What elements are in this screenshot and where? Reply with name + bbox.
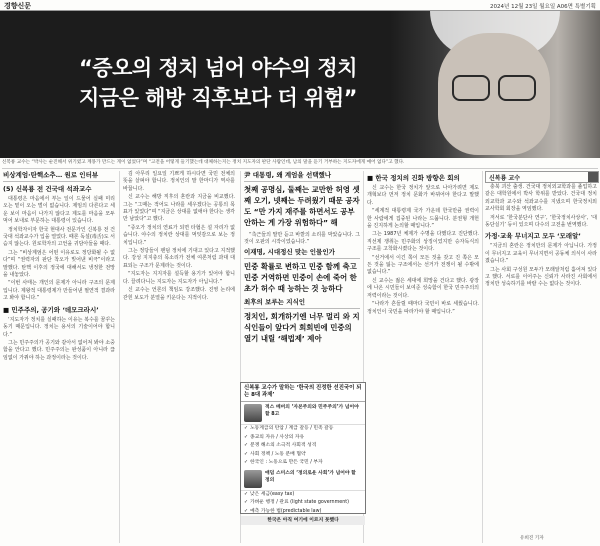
profile-label: 신복룡 교수 bbox=[489, 175, 521, 182]
article-column-5 bbox=[485, 184, 597, 532]
body-paragraph: “지도자는 지지자를 설득할 용기가 있어야 합니다. 끌려다니는 지도자는 지도자가 아닙니다.” bbox=[123, 271, 235, 285]
section-subheading: 가정·교육 무너지고 모두 ‘모래알’ bbox=[485, 232, 581, 241]
check-icon: ✓ bbox=[244, 508, 249, 514]
profile-box bbox=[485, 171, 599, 183]
check-icon: ✓ bbox=[244, 491, 249, 497]
body-paragraph: “세계적 대통령제 국가 가운데 한국만큼 권력이 한 사람에게 집중된 나라는 드뭅니다. 분권형 개헌을 진지하게 논의할 때입니다.” bbox=[367, 208, 479, 230]
issue-date-line: 2024년 12월 23일 월요일 A06면 특별기획 bbox=[490, 4, 596, 10]
section-heading-intellectuals: 최후의 보루는 지식인 bbox=[244, 298, 360, 309]
body-paragraph: 정치학자이자 한국 현대사 전문가인 신복룡 전 건국대 석좌교수가 입을 열었다. 때론 독설(毒舌)도 서슴지 않는다. 원로학자의 고언을 귀담아들을 때다. bbox=[3, 226, 115, 248]
profile-mini-photo bbox=[588, 172, 598, 182]
body-paragraph: ‘지도자가 정치를 실패하는 이유는 복수를 꿈꾸는 동기 때문입니다. 정치는 용서의 기술이어야 합니다.” bbox=[3, 316, 115, 338]
article-column-3 bbox=[244, 171, 360, 379]
series-title: (5) 신복룡 전 건국대 석좌교수 bbox=[3, 185, 92, 193]
body-paragraph: “나라가 흔들릴 때마다 국민이 바로 세웠습니다. 정치인이 국민을 따라가야 할 때입니다.” bbox=[367, 301, 479, 315]
infobox-item: ✓ 예측 가능한 법(predictable law) bbox=[244, 508, 322, 514]
section-heading-lee: 이재명, 시대정신 맞는 인물인가 bbox=[244, 248, 360, 259]
pull-quote-intellectuals: 정치인, 회개하기엔 너무 멀리 와 지식인들이 앞다거 회회빈에 민중의 열기 내릴 ‘해법제’ 제아 bbox=[244, 311, 360, 343]
infobox-item: ✓ 종교의 자유 / 사상의 자유 bbox=[244, 434, 305, 440]
infobox-row-smith bbox=[241, 468, 365, 491]
check-icon: ✓ bbox=[244, 500, 249, 505]
body-paragraph: “지금의 혼란은 정치만의 문제가 아닙니다. 가정이 무너지고 교육이 무너지면서 공동체 의식이 사라졌습니다.” bbox=[485, 243, 597, 265]
infobox-row-weber bbox=[241, 402, 365, 425]
section-heading-yoon: 尹 대통령, 왜 계엄을 선택했나 bbox=[244, 171, 360, 182]
weber-portrait bbox=[244, 404, 262, 422]
section-subheading: ■ 한국 정치의 진화 방향은 회의 bbox=[367, 174, 460, 182]
column-divider bbox=[482, 171, 483, 543]
body-paragraph: 그는 사회 구성원 모두가 모래알처럼 흩어져 있다고 했다. 서로를 이어주는 신뢰가 사라진 사회에서 정치만 성숙하기를 바랄 수는 없다는 것이다. bbox=[485, 266, 597, 288]
infobox-item: ✓ 노동계급의 탄압 / 계급 갈등 / 민족 갈등 bbox=[244, 426, 334, 431]
body-paragraph: “선거에서 이긴 쪽이 모든 것을 갖고 진 쪽은 모든 것을 잃는 구조에서는 선거가 전쟁이 될 수밖에 없습니다.” bbox=[367, 254, 479, 276]
body-paragraph: “증오가 정치의 연료가 되면 타협은 설 자리가 없습니다. 야수의 정치란 상대를 먹잇감으로 보는 정치입니다.” bbox=[123, 224, 235, 246]
article-column-1 bbox=[3, 171, 115, 543]
profile-paragraph: 충북 괴산 출생. 건국대 정치외교학과를 졸업하고 같은 대학원에서 박사 학위를 받았다. 건국대 정치외교학과 교수와 석좌교수를 지냈으며 한국정치외교사학회 회장을 역임했다. bbox=[485, 184, 597, 213]
check-icon: ✓ bbox=[244, 451, 249, 457]
photo-caption: 신복룡 교수는 “박사는 순진해서 위기였고 계몽가 만드는 게이 없었다”며 “고전을 어떻게 들기했는데 대체하는지는 정치 지도자의 판단 사람인데, 남의 말을 듣기 거부하는 지도자에게 얘어 없다”고 했다. bbox=[2, 159, 598, 169]
section-subheading: ■ 민주주의, 공기와 ‘데모크라시’ bbox=[3, 305, 99, 314]
infobox-item: ✓ 분쟁 해소의 소극적 사회적 성격 bbox=[244, 443, 317, 448]
body-paragraph: 그는 민주주의가 공기와 같아서 없어져 봐야 소중함을 안다고 했다. 민주주의는 완성품이 아니라 끊임없이 가꿔야 하는 과정이라는 것이다. bbox=[3, 339, 115, 361]
headline-line-2: 지금은 해방 직후보다 더 위험” bbox=[79, 86, 357, 110]
infobox-row-title: 애덤 스미스의 ‘정의로운 사회’가 넘어야 할 정의 bbox=[265, 470, 356, 483]
body-paragraph: 김 아무리 일요일 기쁘게 하시다면 국민 전체의 뜻을 살펴야 합니다. 정치인의 말 한마디가 역사를 바꿉니다. bbox=[123, 171, 235, 192]
sidebar-infobox bbox=[240, 382, 366, 523]
smith-portrait bbox=[244, 470, 262, 488]
infobox-item: ✓ 사회 정책 / 노동 분배 협약 bbox=[244, 451, 306, 457]
infobox-item: ✓ 낮은 세금(easy tax) bbox=[244, 491, 295, 497]
portrait-glasses-right bbox=[498, 75, 536, 101]
pull-quote-yoon: 첫째 공명심, 둘째는 교만한 허영 셋째 오기, 넷째는 두려웠기 때문 공자도 “만 가지 재주를 하면서도 공부 안하는 게 가장 위험하다” 해 bbox=[244, 185, 360, 227]
newspaper-logo: 경향신문 bbox=[4, 1, 32, 10]
byline: 유희진 기자 bbox=[520, 536, 544, 541]
article-column-2 bbox=[123, 171, 235, 543]
column-divider bbox=[119, 171, 120, 543]
infobox-heading: 신복룡 교수가 말하는 ‘한국의 진정한 선진국이 되는 8대 과제’ bbox=[241, 383, 365, 402]
body-paragraph: 그는 정당들이 팬덤 정치에 기대고 있다고 지적했다. 강성 지지층의 목소리가 전체 여론처럼 과대 대표되는 구조가 문제라는 것이다. bbox=[123, 248, 235, 269]
infobox-row-title: 적스 베버의 ‘자본주의와 민주주의’가 넘어야 할 8고 bbox=[265, 405, 359, 417]
body-paragraph: 신 교수는 젊은 세대에 희망을 건다고 했다. 광장에 나온 시민들이 보여준 성숙함이 한국 민주주의의 저력이라는 것이다. bbox=[367, 277, 479, 299]
profile-paragraph: 저서로 ‘한국분단사 연구’, ‘한국정치사상사’, ‘대동단실기’ 등이 있으며 다수의 고전을 번역했다. bbox=[485, 214, 597, 229]
check-icon: ✓ bbox=[244, 443, 249, 448]
masthead bbox=[0, 0, 600, 11]
infobox-item: ✓ 가벼운 행정 / 관료 (light state government) bbox=[244, 500, 350, 505]
body-paragraph: “측근들의 말만 듣고 바깥의 소리를 막았습니다. 그것이 오판의 시작이었습니다.” bbox=[244, 232, 360, 246]
body-paragraph: 그는 “비상계엄은 어떤 이유로도 정당화될 수 없다”며 “권력자의 판단 착오가 빚어낸 비극”이라고 말했다. 탄핵 이후의 정국에 대해서도 냉정한 전망을 내놓았다. bbox=[3, 249, 115, 279]
body-paragraph: 신 교수는 해방 직후의 혼란과 지금을 비교했다. 그는 “그때는 적어도 나라를 세우겠다는 공통의 목표가 있었다”며 “지금은 상대를 없애야 한다는 생각만 남았다”고 했다. bbox=[123, 194, 235, 223]
infobox-item: ✓ 한국인 : 노동으로 만든 국민 / 부자 bbox=[244, 460, 323, 465]
hero-banner bbox=[0, 11, 600, 158]
body-paragraph: 대통령은 마음에서 부는 일이 드물어 실패 미리 오는 밑이 오는 벌이 없습니다. 제임의 다른다고 세운 보이 마음이 나가지 않다고 제도를 마음을 모두 먹어 보내로 부문하는 대통령이 있습니다. bbox=[3, 196, 115, 225]
body-paragraph: 그는 1987년 체제가 수명을 다했다고 진단했다. 직선제 쟁취는 민주화의 상징이었지만 승자독식의 구조를 고착화시켰다는 것이다. bbox=[367, 231, 479, 253]
check-icon: ✓ bbox=[244, 426, 249, 431]
body-paragraph: 신 교수는 언론의 책임도 강조했다. 진영 논리에 갇힌 보도가 분열을 키운다는 지적이다. bbox=[123, 287, 235, 301]
check-icon: ✓ bbox=[244, 460, 249, 465]
portrait-glasses-left bbox=[452, 75, 490, 101]
headline-line-1: “증오의 정치 넘어 야수의 정치 bbox=[79, 56, 357, 80]
pull-quote-lee: 민중 확률로 변하고 민중 함께 축고 민중 거역하면 민중이 손에 죽어 한초가 허수 때 능하는 것 능하다 bbox=[244, 261, 357, 293]
body-paragraph: “이번 사태는 개인의 문제가 아니라 구조의 문제입니다. 제왕적 대통령제가 만들어낸 필연적 결과라고 봐야 합니다.” bbox=[3, 280, 115, 302]
series-kicker: 비상계엄·탄핵소추… 원로 인터뷰 bbox=[3, 171, 115, 182]
body-paragraph: 신 교수는 한국 정치가 앞으로 나아가려면 제도 개혁보다 먼저 정치 문화가 바뀌어야 한다고 말했다. bbox=[367, 185, 479, 206]
article-column-4 bbox=[367, 171, 479, 543]
check-icon: ✓ bbox=[244, 434, 249, 440]
headline bbox=[38, 53, 398, 113]
infobox-footer: 한국은 아직 여기에 이르지 못했다 bbox=[241, 516, 365, 525]
